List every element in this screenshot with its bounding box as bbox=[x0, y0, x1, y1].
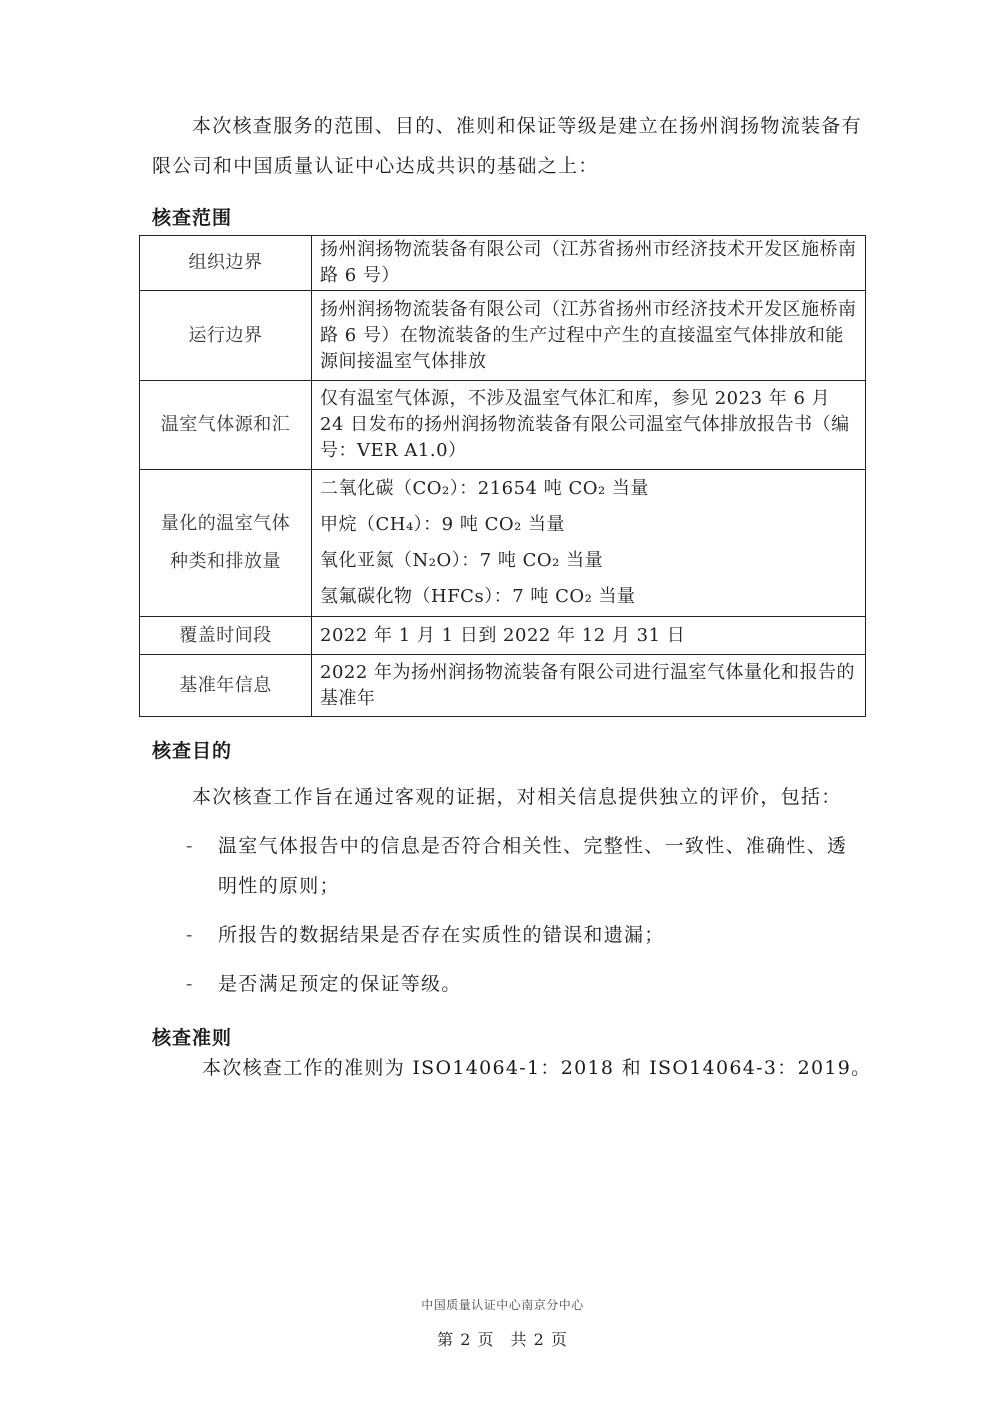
objective-heading: 核查目的 bbox=[152, 740, 233, 762]
intro-paragraph: 本次核查服务的范围、目的、准则和保证等级是建立在扬州润扬物流装备有限公司和中国质量认证中心达成共识的基础之上： bbox=[152, 115, 862, 177]
sources-sinks-value: 仅有温室气体源，不涉及温室气体汇和库，参见 2023 年 6 月 24 日发布的扬州润扬物流装备有限公司温室气体排放报告书（编号：VER A1.0） bbox=[312, 381, 866, 470]
objective-intro: 本次核查工作旨在通过客观的证据，对相关信息提供独立的评价，包括： bbox=[192, 786, 842, 808]
org-boundary-value: 扬州润扬物流装备有限公司（江苏省扬州市经济技术开发区施桥南路 6 号） bbox=[312, 236, 866, 291]
page-current: 第 2 页 bbox=[437, 1330, 495, 1349]
operation-boundary-label: 运行边界 bbox=[140, 291, 312, 381]
base-year-value: 2022 年为扬州润扬物流装备有限公司进行温室气体量化和报告的基准年 bbox=[312, 655, 866, 717]
table-row bbox=[140, 617, 866, 655]
org-boundary-label: 组织边界 bbox=[140, 236, 312, 291]
bullet-dash: - bbox=[186, 973, 194, 995]
base-year-label: 基准年信息 bbox=[140, 655, 312, 717]
table-row bbox=[140, 381, 866, 470]
gas-n2o: 氧化亚氮（N₂O）：7 吨 CO₂ 当量 bbox=[320, 550, 604, 571]
list-item bbox=[152, 915, 862, 955]
scope-table bbox=[139, 235, 866, 717]
bullet-text: 温室气体报告中的信息是否符合相关性、完整性、一致性、准确性、透明性的原则； bbox=[218, 835, 848, 897]
bullet-dash: - bbox=[186, 924, 194, 946]
criteria-text: 本次核查工作的准则为 ISO14064-1：2018 和 ISO14064-3：2019。 bbox=[202, 1057, 872, 1079]
table-row bbox=[140, 236, 866, 291]
list-item bbox=[152, 964, 862, 1004]
footer-page-number bbox=[0, 1327, 1005, 1350]
gas-types-label-line2: 种类和排放量 bbox=[170, 551, 281, 572]
bullet-dash: - bbox=[186, 835, 194, 857]
gas-types-label bbox=[140, 470, 312, 617]
period-value: 2022 年 1 月 1 日到 2022 年 12 月 31 日 bbox=[312, 617, 866, 655]
criteria-heading: 核查准则 bbox=[152, 1027, 233, 1049]
table-row bbox=[140, 291, 866, 381]
gas-types-value bbox=[312, 470, 866, 617]
table-row bbox=[140, 470, 866, 617]
sources-sinks-label: 温室气体源和汇 bbox=[140, 381, 312, 470]
footer-organization: 中国质量认证中心南京分中心 bbox=[421, 1298, 584, 1312]
gas-ch4: 甲烷（CH₄）：9 吨 CO₂ 当量 bbox=[320, 514, 566, 535]
gas-co2: 二氧化碳（CO₂）：21654 吨 CO₂ 当量 bbox=[320, 478, 649, 499]
bullet-text: 是否满足预定的保证等级。 bbox=[218, 973, 462, 995]
gas-types-label-line1: 量化的温室气体 bbox=[160, 513, 291, 534]
list-item bbox=[152, 826, 862, 906]
period-label: 覆盖时间段 bbox=[140, 617, 312, 655]
page-total: 共 2 页 bbox=[510, 1330, 568, 1349]
table-row bbox=[140, 655, 866, 717]
bullet-text: 所报告的数据结果是否存在实质性的错误和遗漏； bbox=[218, 924, 665, 946]
operation-boundary-value: 扬州润扬物流装备有限公司（江苏省扬州市经济技术开发区施桥南路 6 号）在物流装备的生产过程中产生的直接温室气体排放和能源间接温室气体排放 bbox=[312, 291, 866, 381]
gas-hfcs: 氢氟碳化物（HFCs）：7 吨 CO₂ 当量 bbox=[320, 586, 636, 607]
scope-heading: 核查范围 bbox=[152, 207, 233, 229]
